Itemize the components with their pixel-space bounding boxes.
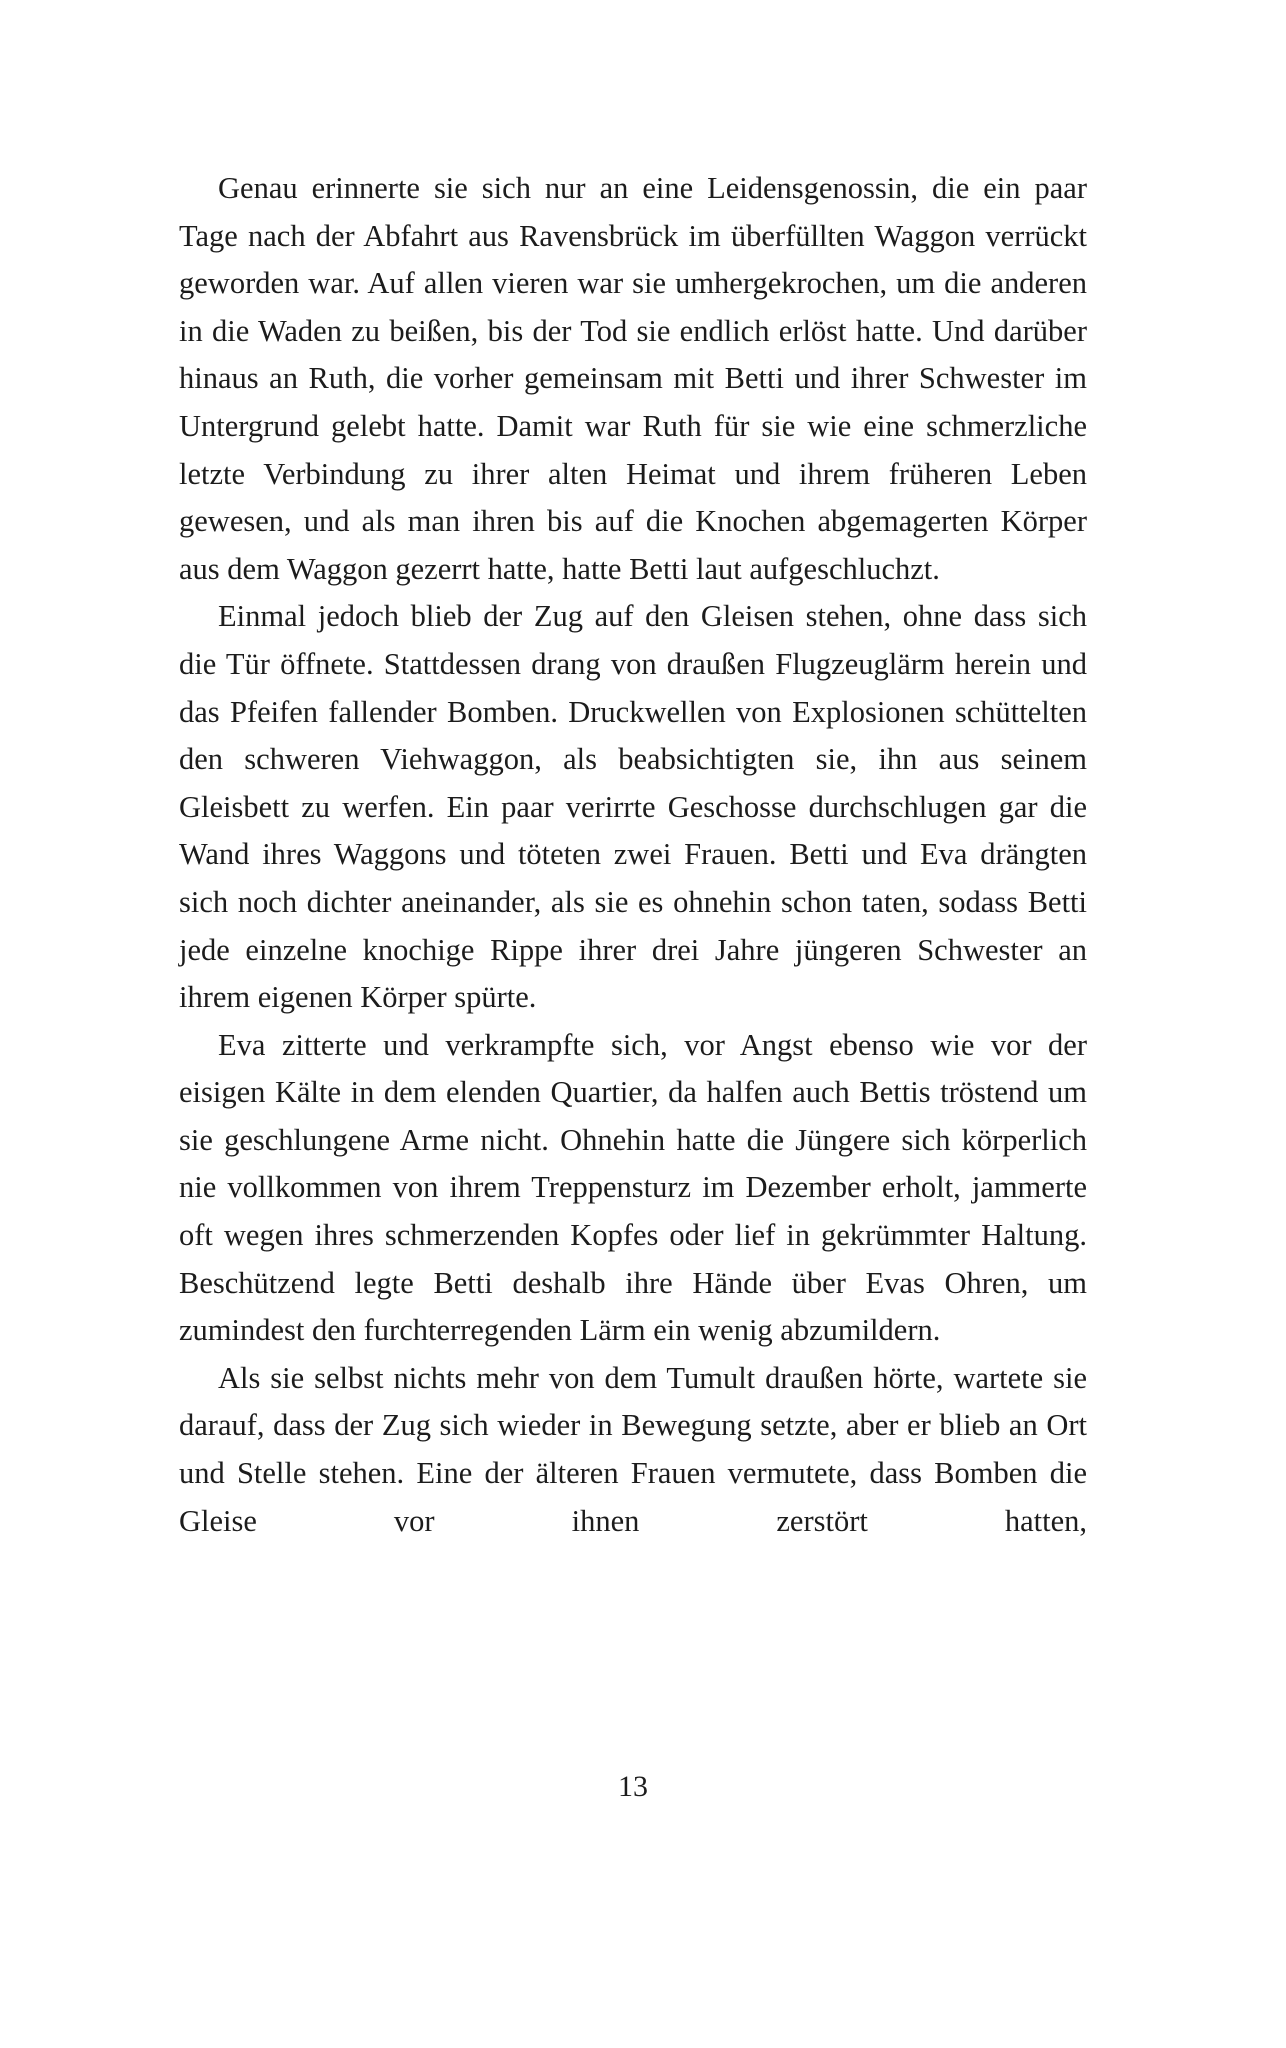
paragraph-2: Einmal jedoch blieb der Zug auf den Gleisen stehen, ohne dass sich die Tür öffnete. Stattdessen drang von draußen Flugzeuglärm herein und das Pfeifen fallender Bomben. Druckwellen von Explosionen schüttelten den schweren Viehwaggon, als beabsichtigten sie, ihn aus seinem Gleisbett zu werfen. Ein paar verirrte Geschosse durchschlugen gar die Wand ihres Waggons und töteten zwei Frauen. Betti und Eva drängten sich noch dichter aneinander, als sie es ohnehin schon taten, sodass Betti jede einzelne knochige Rippe ihrer drei Jahre jüngeren Schwester an ihrem eigenen Körper spürte. [179,599,1087,1015]
page-number: 13 [618,1770,648,1803]
paragraph-4: Als sie selbst nichts mehr von dem Tumult draußen hörte, wartete sie darauf, dass der Zug sich wieder in Bewegung setzte, aber er blieb an Ort und Stelle stehen. Eine der älteren Frauen vermutete, dass Bomben die Gleise vor ihnen zerstört hatten, [179,1360,1087,1538]
paragraph-3: Eva zitterte und verkrampfte sich, vor Angst ebenso wie vor der eisigen Kälte in dem elenden Quartier, da halfen auch Bettis tröstend um sie geschlungene Arme nicht. Ohnehin hatte die Jüngere sich körperlich nie vollkommen von ihrem Treppensturz im Dezember erholt, jammerte oft wegen ihres schmerzenden Kopfes oder lief in gekrümmter Haltung. Beschützend legte Betti deshalb ihre Hände über Evas Ohren, um zumindest den furchterregenden Lärm ein wenig abzumildern. [179,1027,1087,1348]
body-text [179,165,1087,1545]
paragraph-1: Genau erinnerte sie sich nur an eine Leidensgenossin, die ein paar Tage nach der Abfahrt aus Ravensbrück im überfüllten Waggon verrückt geworden war. Auf allen vieren war sie umhergekrochen, um die anderen in die Waden zu beißen, bis der Tod sie endlich erlöst hatte. Und darüber hinaus an Ruth, die vorher gemeinsam mit Betti und ihrer Schwester im Untergrund gelebt hatte. Damit war Ruth für sie wie eine schmerzliche letzte Verbindung zu ihrer alten Heimat und ihrem früheren Leben gewesen, und als man ihren bis auf die Knochen abgemagerten Körper aus dem Waggon gezerrt hatte, hatte Betti laut aufgeschluchzt. [179,171,1087,586]
